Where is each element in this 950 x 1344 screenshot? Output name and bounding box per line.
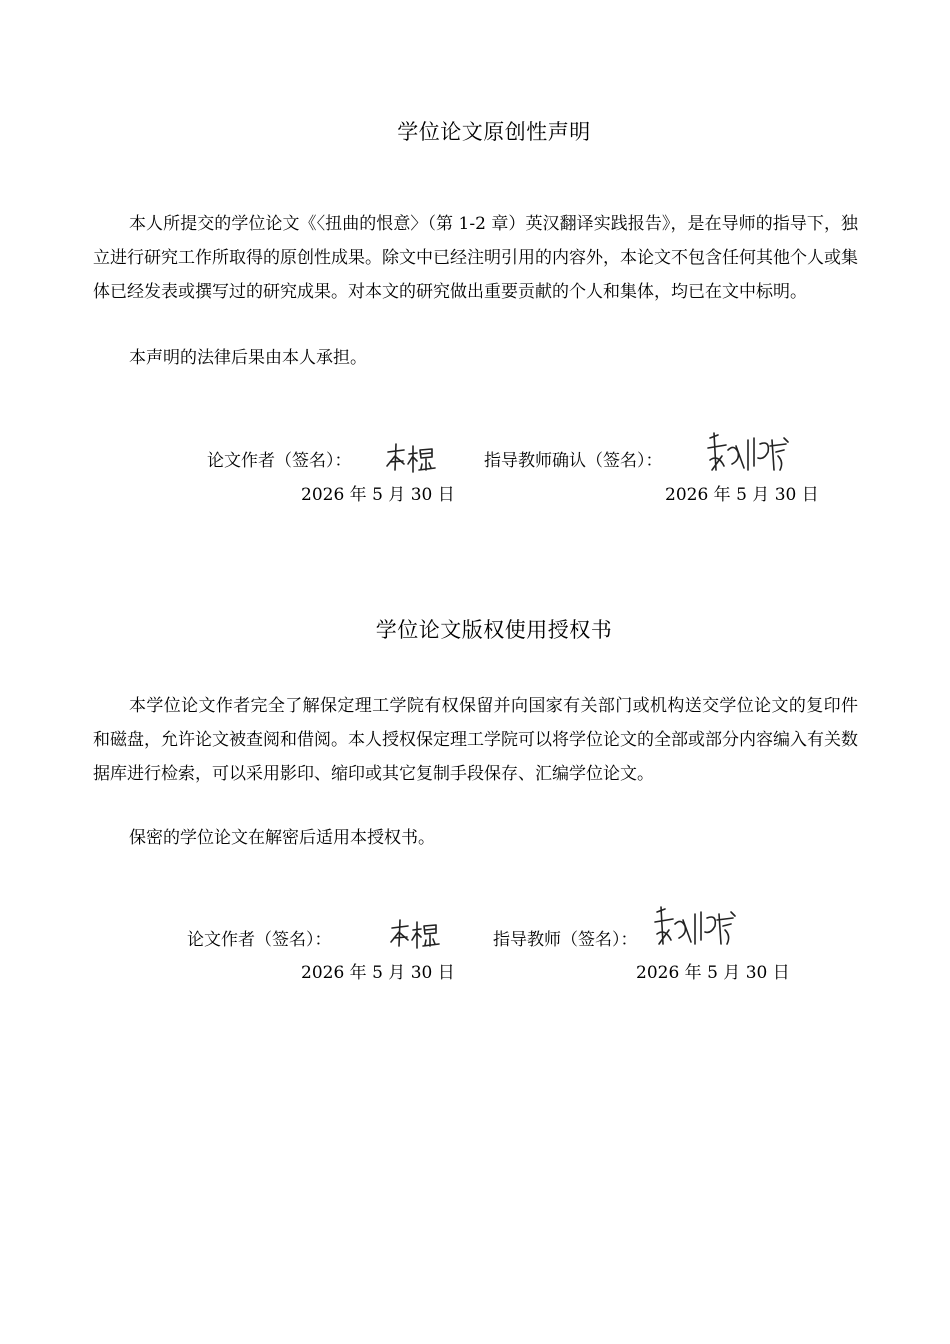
authorization-paragraph-1: 本学位论文作者完全了解保定理工学院有权保留并向国家有关部门或机构送交学位论文的复印件和磁盘，允许论文被查阅和借阅。本人授权保定理工学院可以将学位论文的全部或部分内容编入有关数据库进行检索，可以采用影印、缩印或其它复制手段保存、汇编学位论文。 [93,696,858,784]
advisor-signature [704,430,790,476]
declaration-author-label: 论文作者（签名）： [207,451,352,471]
authorization-title: 学位论文版权使用授权书 [375,618,613,642]
author-signature [384,440,438,476]
authorization-advisor-label: 指导教师（签名）： [493,930,638,950]
authorization-paragraph-2: 保密的学位论文在解密后适用本授权书。 [129,828,435,848]
declaration-title: 学位论文原创性声明 [397,120,591,144]
declaration-paragraph-2: 本声明的法律后果由本人承担。 [129,348,367,368]
declaration-advisor-label: 指导教师确认（签名）： [484,451,663,471]
authorization-author-date: 2026 年 5 月 30 日 [301,963,455,983]
declaration-author-date: 2026 年 5 月 30 日 [301,485,455,505]
declaration-paragraph-1: 本人所提交的学位论文《〈扭曲的恨意〉（第 1-2 章）英汉翻译实践报告》，是在导师的指导下，独立进行研究工作所取得的原创性成果。除文中已经注明引用的内容外，本论文不包含任何其他个人或集体已经发表或撰写过的研究成果。对本文的研究做出重要贡献的个人和集体，均已在文中标明。 [93,214,858,302]
authorization-author-label: 论文作者（签名）： [187,930,332,950]
author-signature [388,916,442,952]
authorization-advisor-date: 2026 年 5 月 30 日 [636,963,790,983]
advisor-signature [651,904,737,950]
declaration-advisor-date: 2026 年 5 月 30 日 [665,485,819,505]
